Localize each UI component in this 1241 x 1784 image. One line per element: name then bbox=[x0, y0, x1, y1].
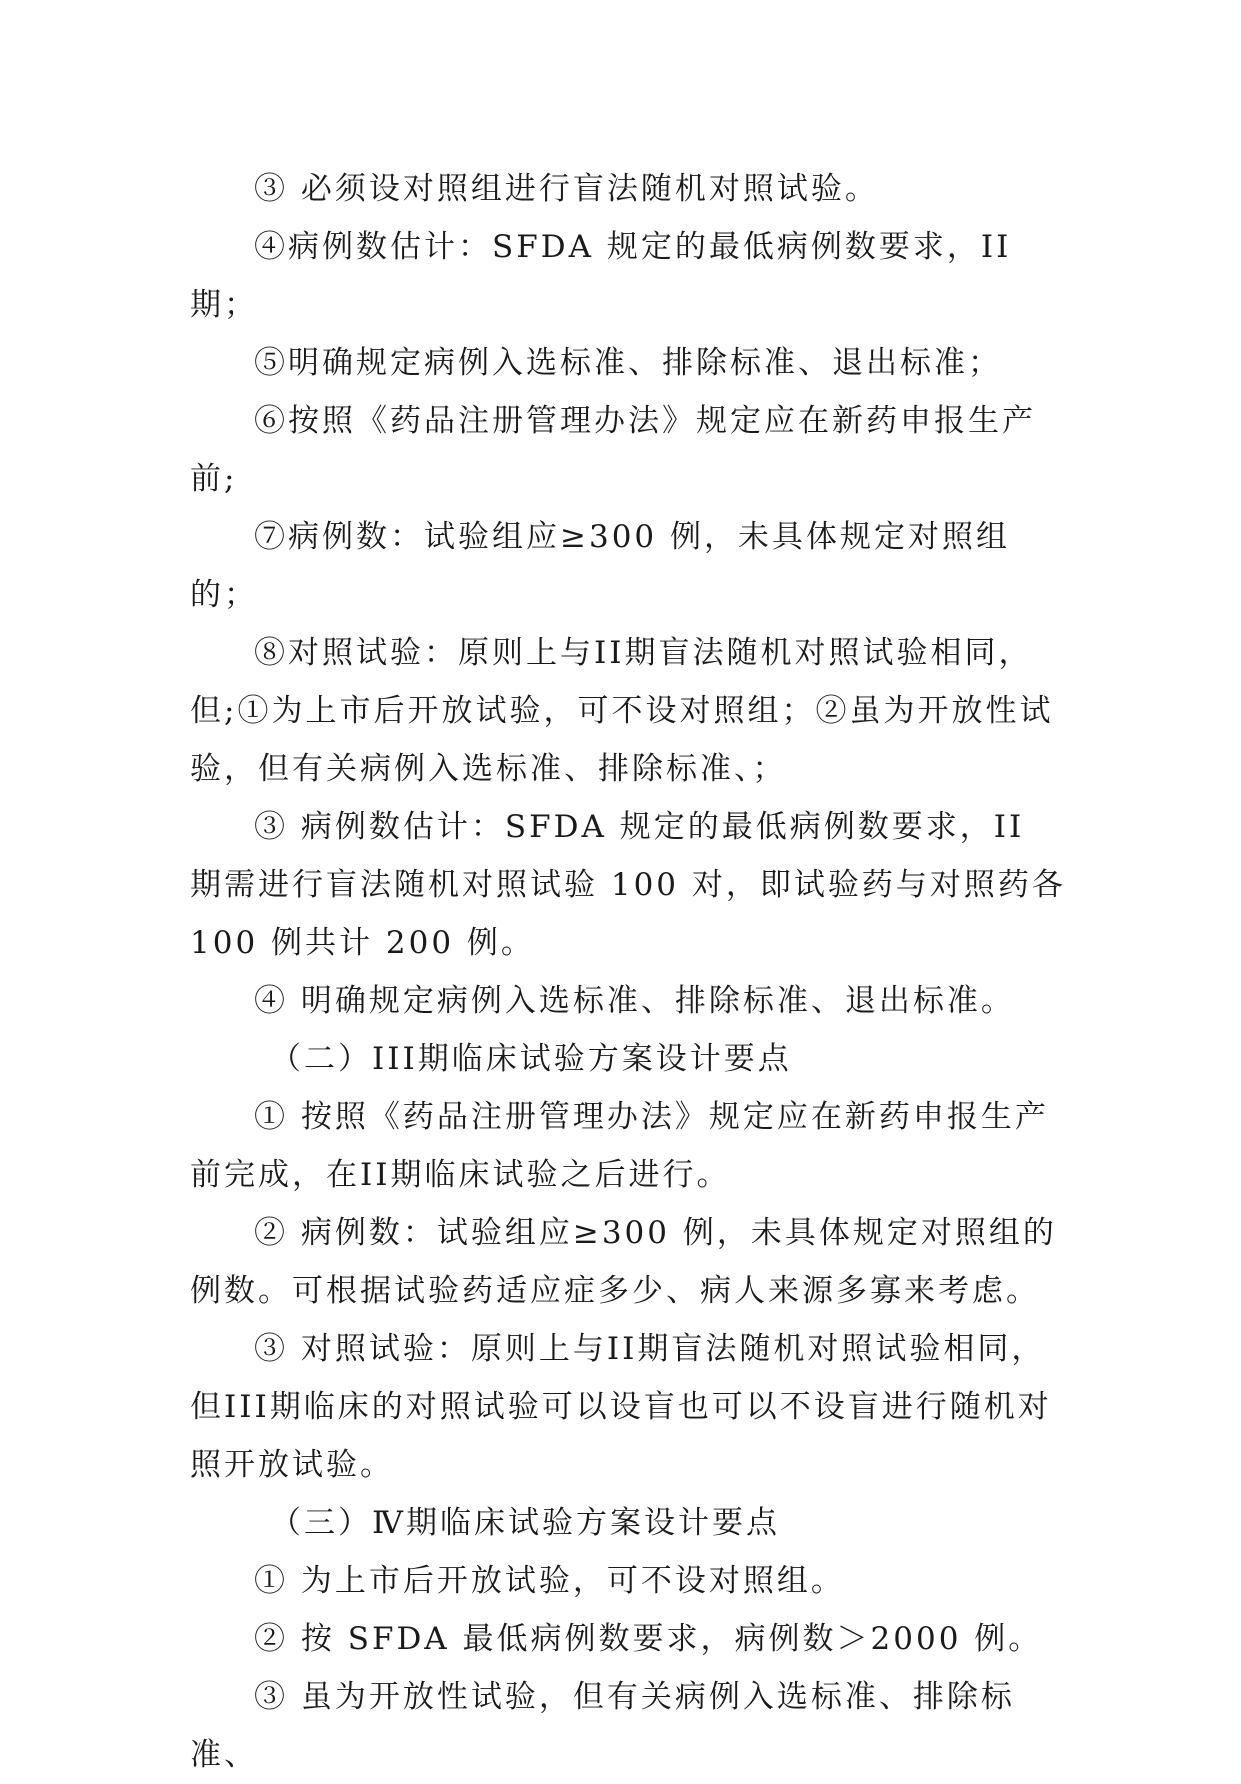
paragraph: ① 按照《药品注册管理办法》规定应在新药申报生产前完成，在II期临床试验之后进行。 bbox=[190, 1099, 1049, 1193]
paragraph: ③ 必须设对照组进行盲法随机对照试验。 bbox=[254, 171, 879, 207]
paragraph: ④ 明确规定病例入选标准、排除标准、退出标准。 bbox=[254, 983, 1015, 1019]
paragraph: ⑧对照试验：原则上与II期盲法随机对照试验相同，但;①为上市后开放试验，可不设对照组；②虽为开放性试验，但有关病例入选标准、排除标准、； bbox=[190, 635, 1054, 787]
section-heading: （二）III期临床试验方案设计要点 bbox=[270, 1041, 792, 1077]
paragraph: ③ 病例数估计：SFDA 规定的最低病例数要求，II 期需进行盲法随机对照试验 100 对，即试验药与对照药各 100 例共计 200 例。 bbox=[190, 809, 1066, 961]
paragraph: ② 病例数：试验组应≥300 例，未具体规定对照组的例数。可根据试验药适应症多少、病人来源多寡来考虑。 bbox=[190, 1215, 1057, 1309]
paragraph: ③ 虽为开放性试验，但有关病例入选标准、排除标准、 bbox=[190, 1679, 1015, 1773]
paragraph: ⑦病例数：试验组应≥300 例，未具体规定对照组的； bbox=[190, 519, 1010, 613]
paragraph: ⑤明确规定病例入选标准、排除标准、退出标准； bbox=[254, 345, 1002, 381]
paragraph: ① 为上市后开放试验，可不设对照组。 bbox=[254, 1563, 845, 1599]
paragraph: ③ 对照试验：原则上与II期盲法随机对照试验相同，但III期临床的对照试验可以设盲也可以不设盲进行随机对照开放试验。 bbox=[190, 1331, 1052, 1483]
section-heading: （三）Ⅳ期临床试验方案设计要点 bbox=[270, 1505, 780, 1541]
document-body bbox=[190, 160, 1070, 1784]
paragraph: ② 按 SFDA 最低病例数要求，病例数＞2000 例。 bbox=[254, 1621, 1043, 1657]
paragraph: ⑥按照《药品注册管理办法》规定应在新药申报生产前; bbox=[190, 403, 1036, 497]
paragraph: ④病例数估计：SFDA 规定的最低病例数要求，II 期； bbox=[190, 229, 1012, 323]
